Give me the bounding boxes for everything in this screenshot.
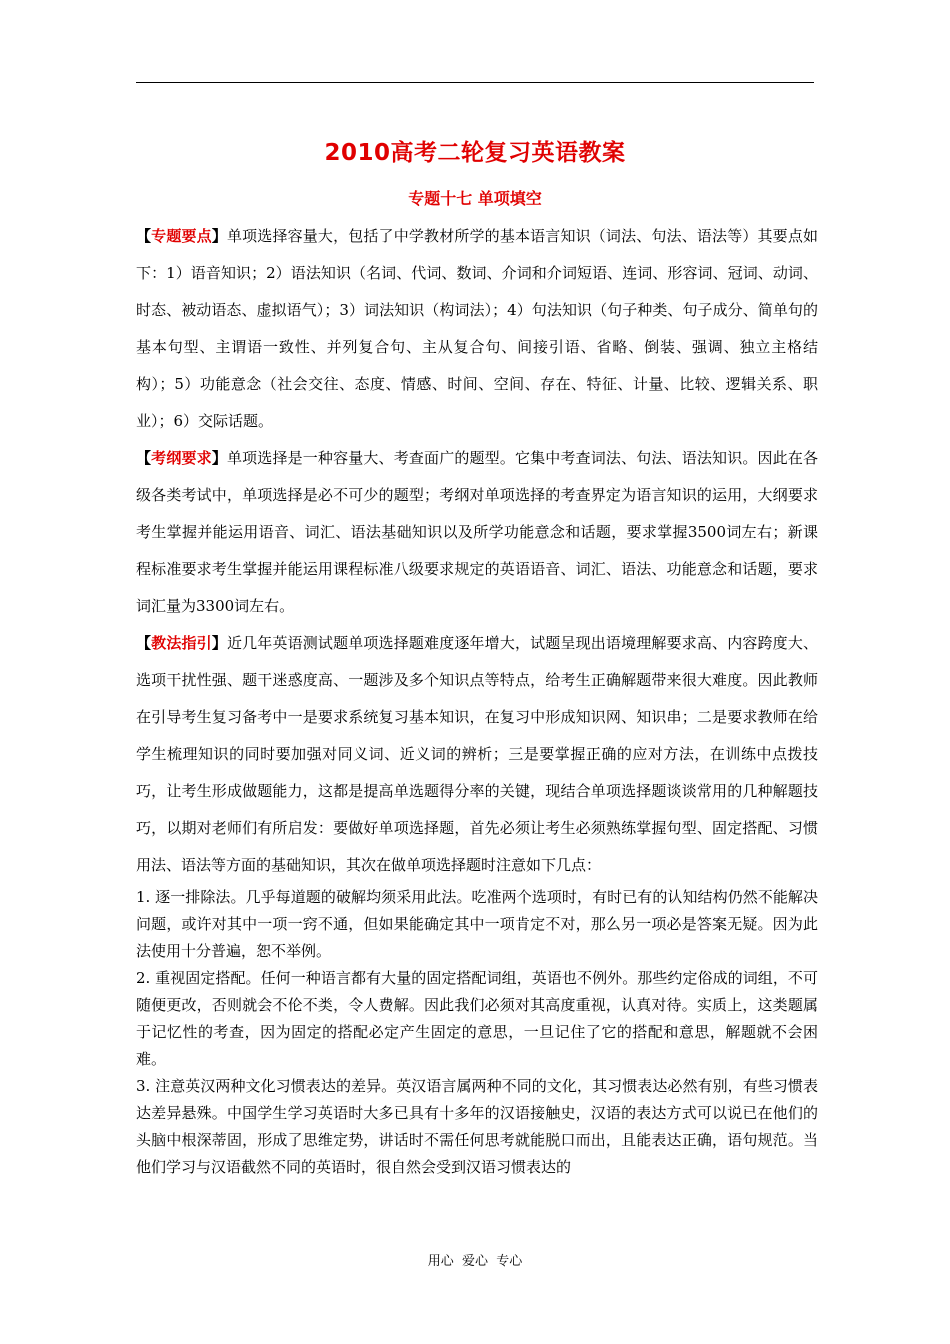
document-body [136,218,818,1181]
section-text: 单项选择容量大，包括了中学教材所学的基本语言知识（词法、句法、语法等）其要点如下：1）语音知识；2）语法知识（名词、代词、数词、介词和介词短语、连词、形容词、冠词、动词、时态、被动语态、虚拟语气）；3）词法知识（构词法）；4）句法知识（句子种类、句子成分、简单句的基本句型、主谓语一致性、并列复合句、主从复合句、间接引语、省略、倒装、强调、独立主格结构）；5）功能意念（社会交往、态度、情感、时间、空间、存在、特征、计量、比较、逻辑关系、职业）；6）交际话题。 [136,227,818,430]
page-footer: 用心 爱心 专心 [427,1254,523,1269]
list-item: 1. 逐一排除法。几乎每道题的破解均须采用此法。吃准两个选项时，有时已有的认知结构仍然不能解决问题，或许对其中一项一窍不通，但如果能确定其中一项肯定不对，那么另一项必是答案无疑。因为此法使用十分普遍，恕不举例。 [136,888,818,960]
section-text: 近几年英语测试题单项选择题难度逐年增大，试题呈现出语境理解要求高、内容跨度大、选项干扰性强、题干迷惑度高、一题涉及多个知识点等特点，给考生正确解题带来很大难度。因此教师在引导考生复习备考中一是要求系统复习基本知识，在复习中形成知识网、知识串；二是要求教师在给学生梳理知识的同时要加强对同义词、近义词的辨析；三是要掌握正确的应对方法，在训练中点拨技巧，让考生形成做题能力，这都是提高单选题得分率的关键，现结合单项选择题谈谈常用的几种解题技巧，以期对老师们有所启发：要做好单项选择题，首先必须让考生必须熟练掌握句型、固定搭配、习惯用法、语法等方面的基础知识，其次在做单项选择题时注意如下几点： [136,634,818,874]
section-label: 【教法指引】 [136,634,227,652]
section-syllabus [136,440,818,625]
document-title: 2010高考二轮复习英语教案 [324,140,626,166]
list-item: 2. 重视固定搭配。任何一种语言都有大量的固定搭配词组，英语也不例外。那些约定俗成的词组，不可随便更改，否则就会不伦不类，令人费解。因此我们必须对其高度重视，认真对待。实质上，这类题属于记忆性的考查，因为固定的搭配必定产生固定的意思，一旦记住了它的搭配和意思，解题就不会困难。 [136,969,818,1068]
section-key-points [136,218,818,440]
header-rule [136,82,814,83]
tips-list [136,884,818,1181]
document-subtitle: 专题十七 单项填空 [408,189,542,208]
list-item: 3. 注意英汉两种文化习惯表达的差异。英汉语言属两种不同的文化，其习惯表达必然有别，有些习惯表达差异悬殊。中国学生学习英语时大多已具有十多年的汉语接触史，汉语的表达方式可以说已在他们的头脑中根深蒂固，形成了思维定势，讲话时不需任何思考就能脱口而出，且能表达正确，语句规范。当他们学习与汉语截然不同的英语时，很自然会受到汉语习惯表达的 [136,1077,818,1176]
section-label: 【考纲要求】 [136,449,227,467]
section-teaching-guide [136,625,818,884]
section-text: 单项选择是一种容量大、考查面广的题型。它集中考查词法、句法、语法知识。因此在各级各类考试中，单项选择是必不可少的题型；考纲对单项选择的考查界定为语言知识的运用，大纲要求考生掌握并能运用语音、词汇、语法基础知识以及所学功能意念和话题，要求掌握3500词左右；新课程标准要求考生掌握并能运用课程标准八级要求规定的英语语音、词汇、语法、功能意念和话题，要求词汇量为3300词左右。 [136,449,818,615]
section-label: 【专题要点】 [136,227,227,245]
